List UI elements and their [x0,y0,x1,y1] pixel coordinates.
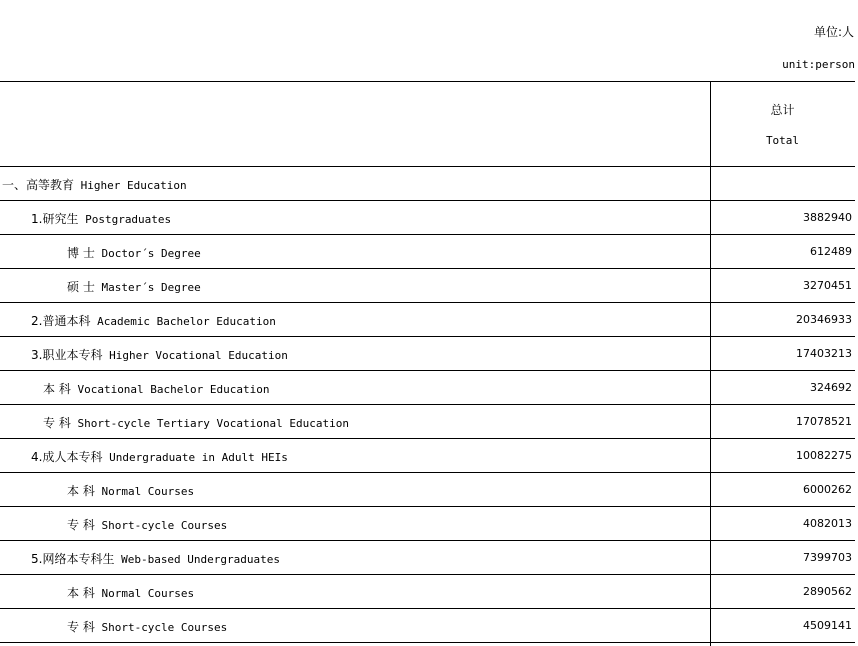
row-label [67,482,194,499]
row-label-en: Normal Courses [101,587,195,600]
row-total-value: 3270451 [803,279,852,292]
table-header [0,82,855,167]
row-label-en: Short-cycle Courses [101,519,228,532]
row-label [43,380,270,397]
row-label [2,176,187,193]
row-label-cn: 博 士 [67,246,95,260]
statistics-table [0,81,855,643]
row-label [31,210,171,227]
table-row [0,269,855,303]
row-label [31,550,280,567]
row-label-en: Postgraduates [85,213,172,226]
table-row [0,167,855,201]
row-label-en: Academic Bachelor Education [97,315,276,328]
row-label-en: Web-based Undergraduates [121,553,281,566]
table-row [0,303,855,337]
table-row [0,235,855,269]
table-row [0,609,855,643]
row-label-cn: 本 科 [67,586,95,600]
table-row [0,439,855,473]
row-label-cn: 本 科 [43,382,71,396]
row-label [67,584,194,601]
row-label-en: Higher Vocational Education [109,349,288,362]
row-label-cn: 专 科 [67,620,95,634]
table-row [0,541,855,575]
table-row [0,473,855,507]
row-label-en: Normal Courses [101,485,195,498]
row-label-cn: 一、高等教育 [2,178,75,192]
unit-label-en: unit:person [782,58,855,71]
row-total-value: 7399703 [803,551,852,564]
row-label-en: Vocational Bachelor Education [77,383,270,396]
row-label-cn: 4.成人本专科 [31,450,103,464]
row-total-value: 3882940 [803,211,852,224]
row-total-value: 10082275 [796,449,852,462]
unit-label-cn: 单位:人 [813,25,854,39]
table-row [0,201,855,235]
row-label [31,448,288,465]
row-label [67,278,201,295]
row-total-value: 612489 [810,245,852,258]
row-label-en: Higher Education [80,179,187,192]
row-label-en: Short-cycle Courses [101,621,228,634]
row-label-cn: 硕 士 [67,280,95,294]
row-total-value: 20346933 [796,313,852,326]
row-label-cn: 1.研究生 [31,212,79,226]
row-label [31,346,288,363]
row-label-en: Short-cycle Tertiary Vocational Education [77,417,349,430]
row-label-en: Undergraduate in Adult HEIs [109,451,288,464]
row-total-value: 17078521 [796,415,852,428]
row-total-value: 324692 [810,381,852,394]
table-row [0,337,855,371]
table-row [0,371,855,405]
row-label-cn: 2.普通本科 [31,314,91,328]
table-row [0,507,855,541]
row-label-cn: 本 科 [67,484,95,498]
row-label-cn: 专 科 [43,416,71,430]
row-label-en: Doctor´s Degree [101,247,201,260]
row-label [67,516,227,533]
table-row [0,575,855,609]
table-body [0,167,855,643]
row-total-value: 17403213 [796,347,852,360]
total-header-cn: 总计 [770,103,795,117]
row-total-value: 2890562 [803,585,852,598]
row-label-cn: 5.网络本专科生 [31,552,115,566]
row-label [43,414,349,431]
row-label-en: Master´s Degree [101,281,201,294]
row-label [67,618,227,635]
row-total-value: 4082013 [803,517,852,530]
row-total-value: 4509141 [803,619,852,632]
row-label-cn: 3.职业本专科 [31,348,103,362]
row-label-cn: 专 科 [67,518,95,532]
row-total-value: 6000262 [803,483,852,496]
total-header-en: Total [765,134,800,147]
row-label [31,312,276,329]
table-row [0,405,855,439]
row-label [67,244,201,261]
